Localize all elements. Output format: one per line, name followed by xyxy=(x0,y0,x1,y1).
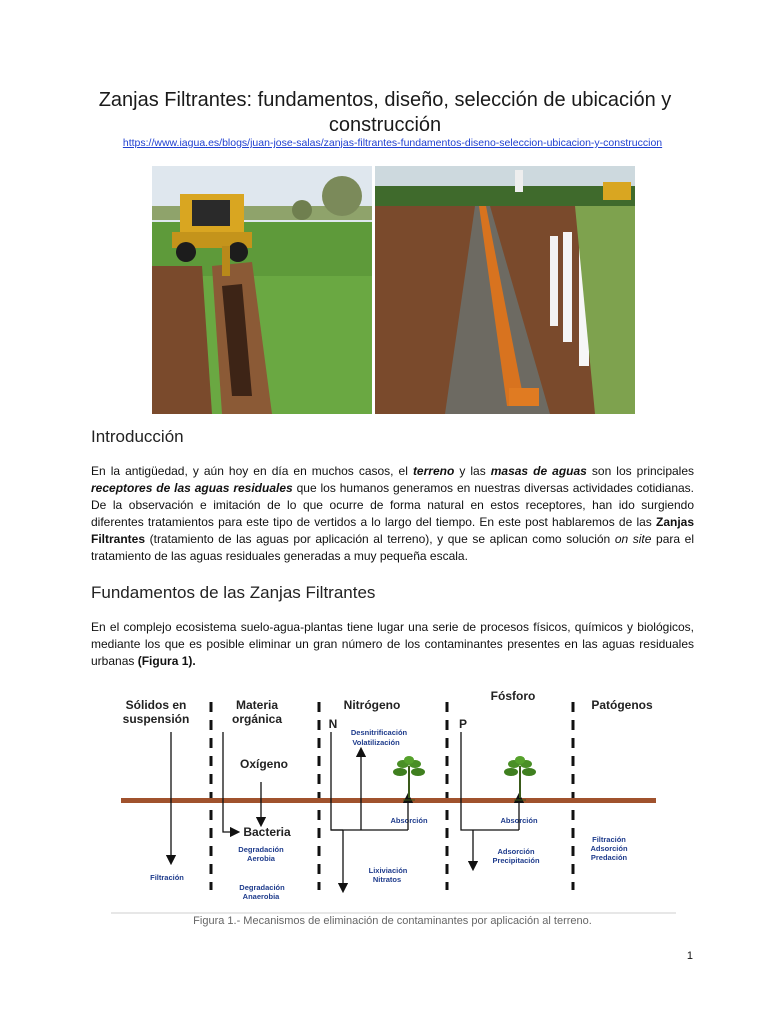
intro-paragraph: En la antigüedad, y aún hoy en día en muchos casos, el terreno y las masas de aguas son los principales receptores de las aguas residuales que los humanos generamos en nuestras diversas actividades cotidianas. De la observación e imitación de lo que ocurre de forma natural en estos receptores, han ido surgiendo diferentes tratamientos para este tipo de vertidos a lo largo del tiempo. En este post hablaremos de las Zanjas Filtrantes (tratamiento de las aguas por aplicación al terreno), y que se aplican como solución on site para el tratamiento de las aguas residuales generadas a muy pequeña escala. xyxy=(91,464,695,563)
label-oxigeno: Oxígeno xyxy=(239,757,289,771)
label-p: P xyxy=(458,717,468,731)
label-n: N xyxy=(328,717,338,731)
label-nitratos: Nitratos xyxy=(372,875,402,884)
label-pat-filtracion: Filtración xyxy=(592,835,626,844)
header-fosforo: Fósforo xyxy=(490,689,536,703)
label-lixiviacion: Lixiviación xyxy=(368,866,408,875)
backhoe-photo xyxy=(152,166,372,414)
soil-surface-line xyxy=(121,798,656,803)
label-deg-aerobia-1: Degradación xyxy=(238,845,284,854)
figure-1-diagram xyxy=(111,670,676,915)
header-solidos-2: suspensión xyxy=(122,712,190,726)
label-filtracion: Filtración xyxy=(150,873,184,882)
header-nitrogeno: Nitrógeno xyxy=(343,698,401,712)
source-link[interactable]: https://www.iagua.es/blogs/juan-jose-salas/zanjas-filtrantes-fundamentos-diseno-seleccion-ubicacion-y-construccion xyxy=(122,137,663,149)
label-bacteria: Bacteria xyxy=(243,825,291,839)
label-deg-anaerobia-2: Anaerobia xyxy=(242,892,280,901)
section-heading-fundamentos: Fundamentos de las Zanjas Filtrantes xyxy=(91,583,376,602)
label-absorcion-p: Absorción xyxy=(500,816,538,825)
pipe-trench-photo xyxy=(375,166,635,414)
page-number: 1 xyxy=(686,950,693,962)
header-materia-2: orgánica xyxy=(231,712,283,726)
label-deg-anaerobia-1: Degradación xyxy=(239,883,285,892)
label-volatilizacion: Volatilización xyxy=(352,738,400,747)
label-absorcion-n: Absorción xyxy=(390,816,428,825)
header-solidos-1: Sólidos en xyxy=(125,698,187,712)
label-deg-aerobia-2: Aerobia xyxy=(247,854,275,863)
figure-caption: Figura 1.- Mecanismos de eliminación de contaminantes por aplicación al terreno. xyxy=(193,915,592,927)
section-heading-intro: Introducción xyxy=(91,427,184,446)
label-desnitrificacion: Desnitrificación xyxy=(350,728,408,737)
label-precipitacion: Precipitación xyxy=(492,856,540,865)
fundamentos-paragraph: En el complejo ecosistema suelo-agua-plantas tiene lugar una serie de procesos físicos, químicos y biológicos, mediante los que es posible eliminar un gran número de los contaminantes presentes en las aguas residuales urbanas (Figura 1). xyxy=(91,620,694,668)
header-materia-1: Materia xyxy=(235,698,279,712)
label-adsorcion: Adsorción xyxy=(497,847,535,856)
document-title: Zanjas Filtrantes: fundamentos, diseño, selección de ubicación y construcción xyxy=(98,89,672,136)
header-patogenos: Patógenos xyxy=(591,698,653,712)
label-pat-adsorcion: Adsorción xyxy=(590,844,628,853)
label-pat-predacion: Predación xyxy=(590,853,628,862)
